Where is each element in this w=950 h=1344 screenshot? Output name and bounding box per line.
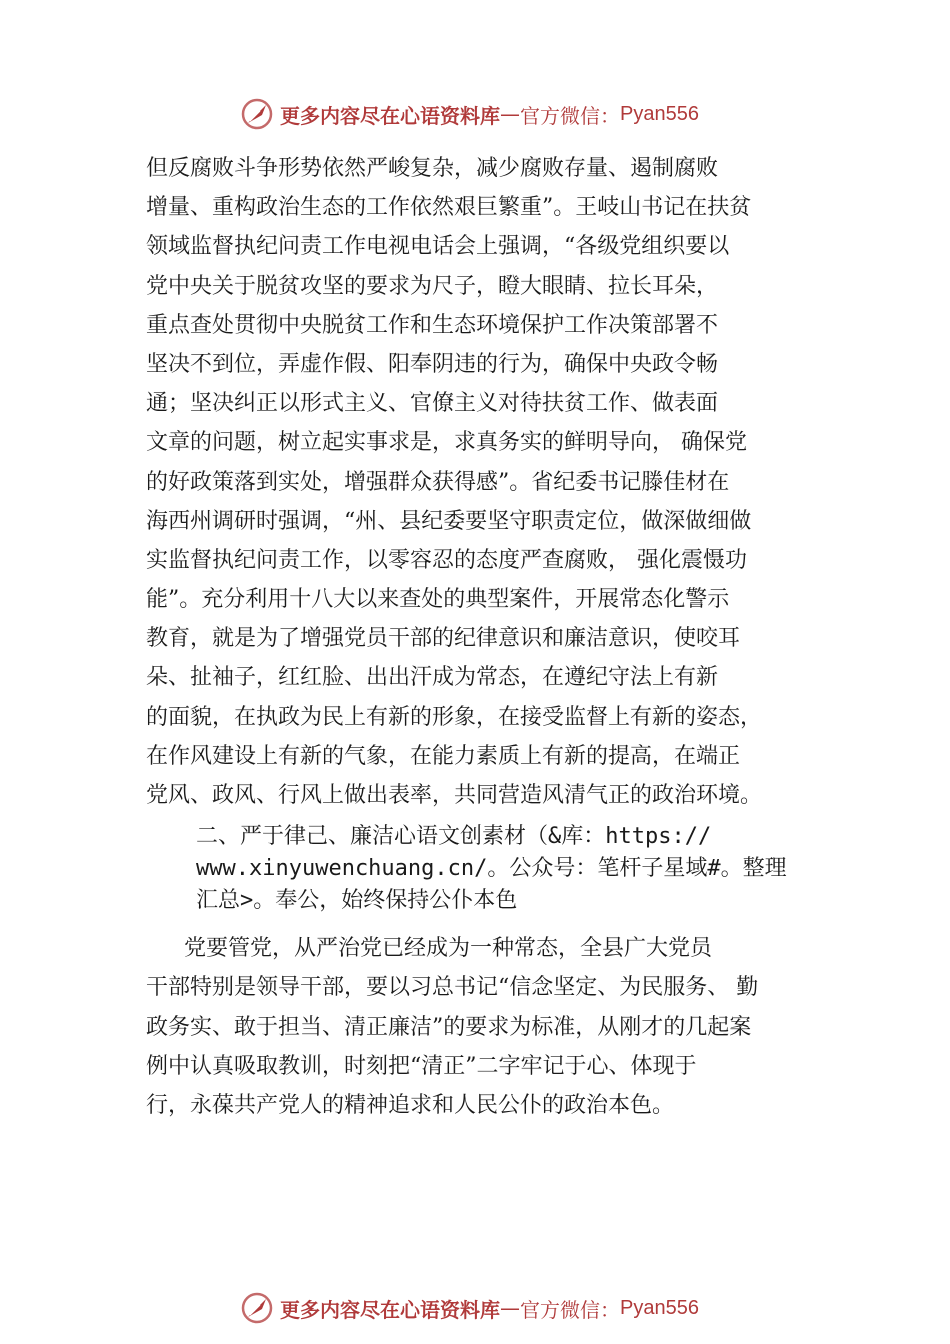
watermark-label: 官方微信：	[520, 103, 620, 128]
section-heading	[146, 821, 836, 917]
text-line: 党中央关于脱贫攻坚的要求为尺子，瞪大眼睛、拉长耳朵，	[146, 273, 719, 299]
quill-logo-icon	[240, 1291, 274, 1325]
paragraph-2	[146, 929, 836, 1125]
text-line: 增量、重构政治生态的工作依然艰巨繁重”。王岐山书记在扶贫	[146, 195, 752, 221]
text-line: 政务实、敢于担当、清正廉洁”的要求为标准，从刚才的几起案	[146, 1014, 752, 1040]
watermark-brand: 更多内容尽在心语资料库	[280, 103, 500, 128]
text-line: 的好政策落到实处，增强群众获得感”。省纪委书记滕佳材在	[146, 469, 730, 495]
watermark-brand: 更多内容尽在心语资料库	[280, 1297, 500, 1322]
text-line: 在作风建设上有新的气象，在能力素质上有新的提高，在端正	[146, 743, 741, 769]
text-line: 党风、政风、行风上做出表率，共同营造风清气正的政治环境。	[146, 783, 763, 808]
heading-line: www.xinyuwenchuang.cn/。公众号：笔杆子星域#。整理	[196, 856, 787, 882]
watermark-header	[240, 96, 699, 132]
text-line: 领域监督执纪问责工作电视电话会上强调，“各级党组织要以	[146, 234, 730, 260]
watermark-dash: —	[500, 1296, 520, 1320]
text-line: 教育，就是为了增强党员干部的纪律意识和廉洁意识，使咬耳	[146, 626, 741, 652]
text-line: 能”。充分利用十八大以来查处的典型案件，开展常态化警示	[146, 587, 730, 613]
text-line: 重点查处贯彻中央脱贫工作和生态环境保护工作决策部署不	[146, 312, 719, 338]
text-line: 文章的问题，树立起实事求是，求真务实的鲜明导向， 确保党	[146, 430, 747, 456]
text-line: 的面貌，在执政为民上有新的形象，在接受监督上有新的姿态，	[146, 704, 763, 730]
document-body	[146, 149, 836, 1125]
quill-logo-icon	[240, 97, 274, 131]
watermark-wechat-id: Pyan556	[620, 102, 699, 125]
text-line: 干部特别是领导干部，要以习总书记“信念坚定、为民服务、 勤	[146, 975, 759, 1001]
text-line: 坚决不到位，弄虚作假、阳奉阴违的行为，确保中央政令畅	[146, 351, 719, 377]
text-line: 通；坚决纠正以形式主义、官僚主义对待扶贫工作、做表面	[146, 391, 719, 417]
watermark-wechat-id: Pyan556	[620, 1296, 699, 1319]
text-line: 但反腐败斗争形势依然严峻复杂，减少腐败存量、遏制腐败	[146, 156, 719, 181]
watermark-footer	[240, 1290, 699, 1326]
text-line: 海西州调研时强调，“州、县纪委要坚守职责定位，做深做细做	[146, 508, 752, 534]
heading-line: 汇总>。奉公，始终保持公仆本色	[196, 888, 518, 914]
watermark-dash: —	[500, 102, 520, 126]
text-line: 实监督执纪问责工作，以零容忍的态度严查腐败， 强化震慑功	[146, 547, 747, 573]
paragraph-1	[146, 149, 836, 815]
heading-line: 二、严于律己、廉洁心语文创素材（&库：https://	[196, 824, 712, 850]
text-line: 例中认真吸取教训，时刻把“清正”二字牢记于心、体现于	[146, 1053, 697, 1079]
text-line: 朵、扯袖子，红红脸、出出汗成为常态，在遵纪守法上有新	[146, 665, 719, 691]
text-line: 行，永葆共产党人的精神追求和人民公仆的政治本色。	[146, 1092, 675, 1118]
text-line: 党要管党，从严治党已经成为一种常态，全县广大党员	[184, 936, 713, 962]
watermark-label: 官方微信：	[520, 1297, 620, 1322]
